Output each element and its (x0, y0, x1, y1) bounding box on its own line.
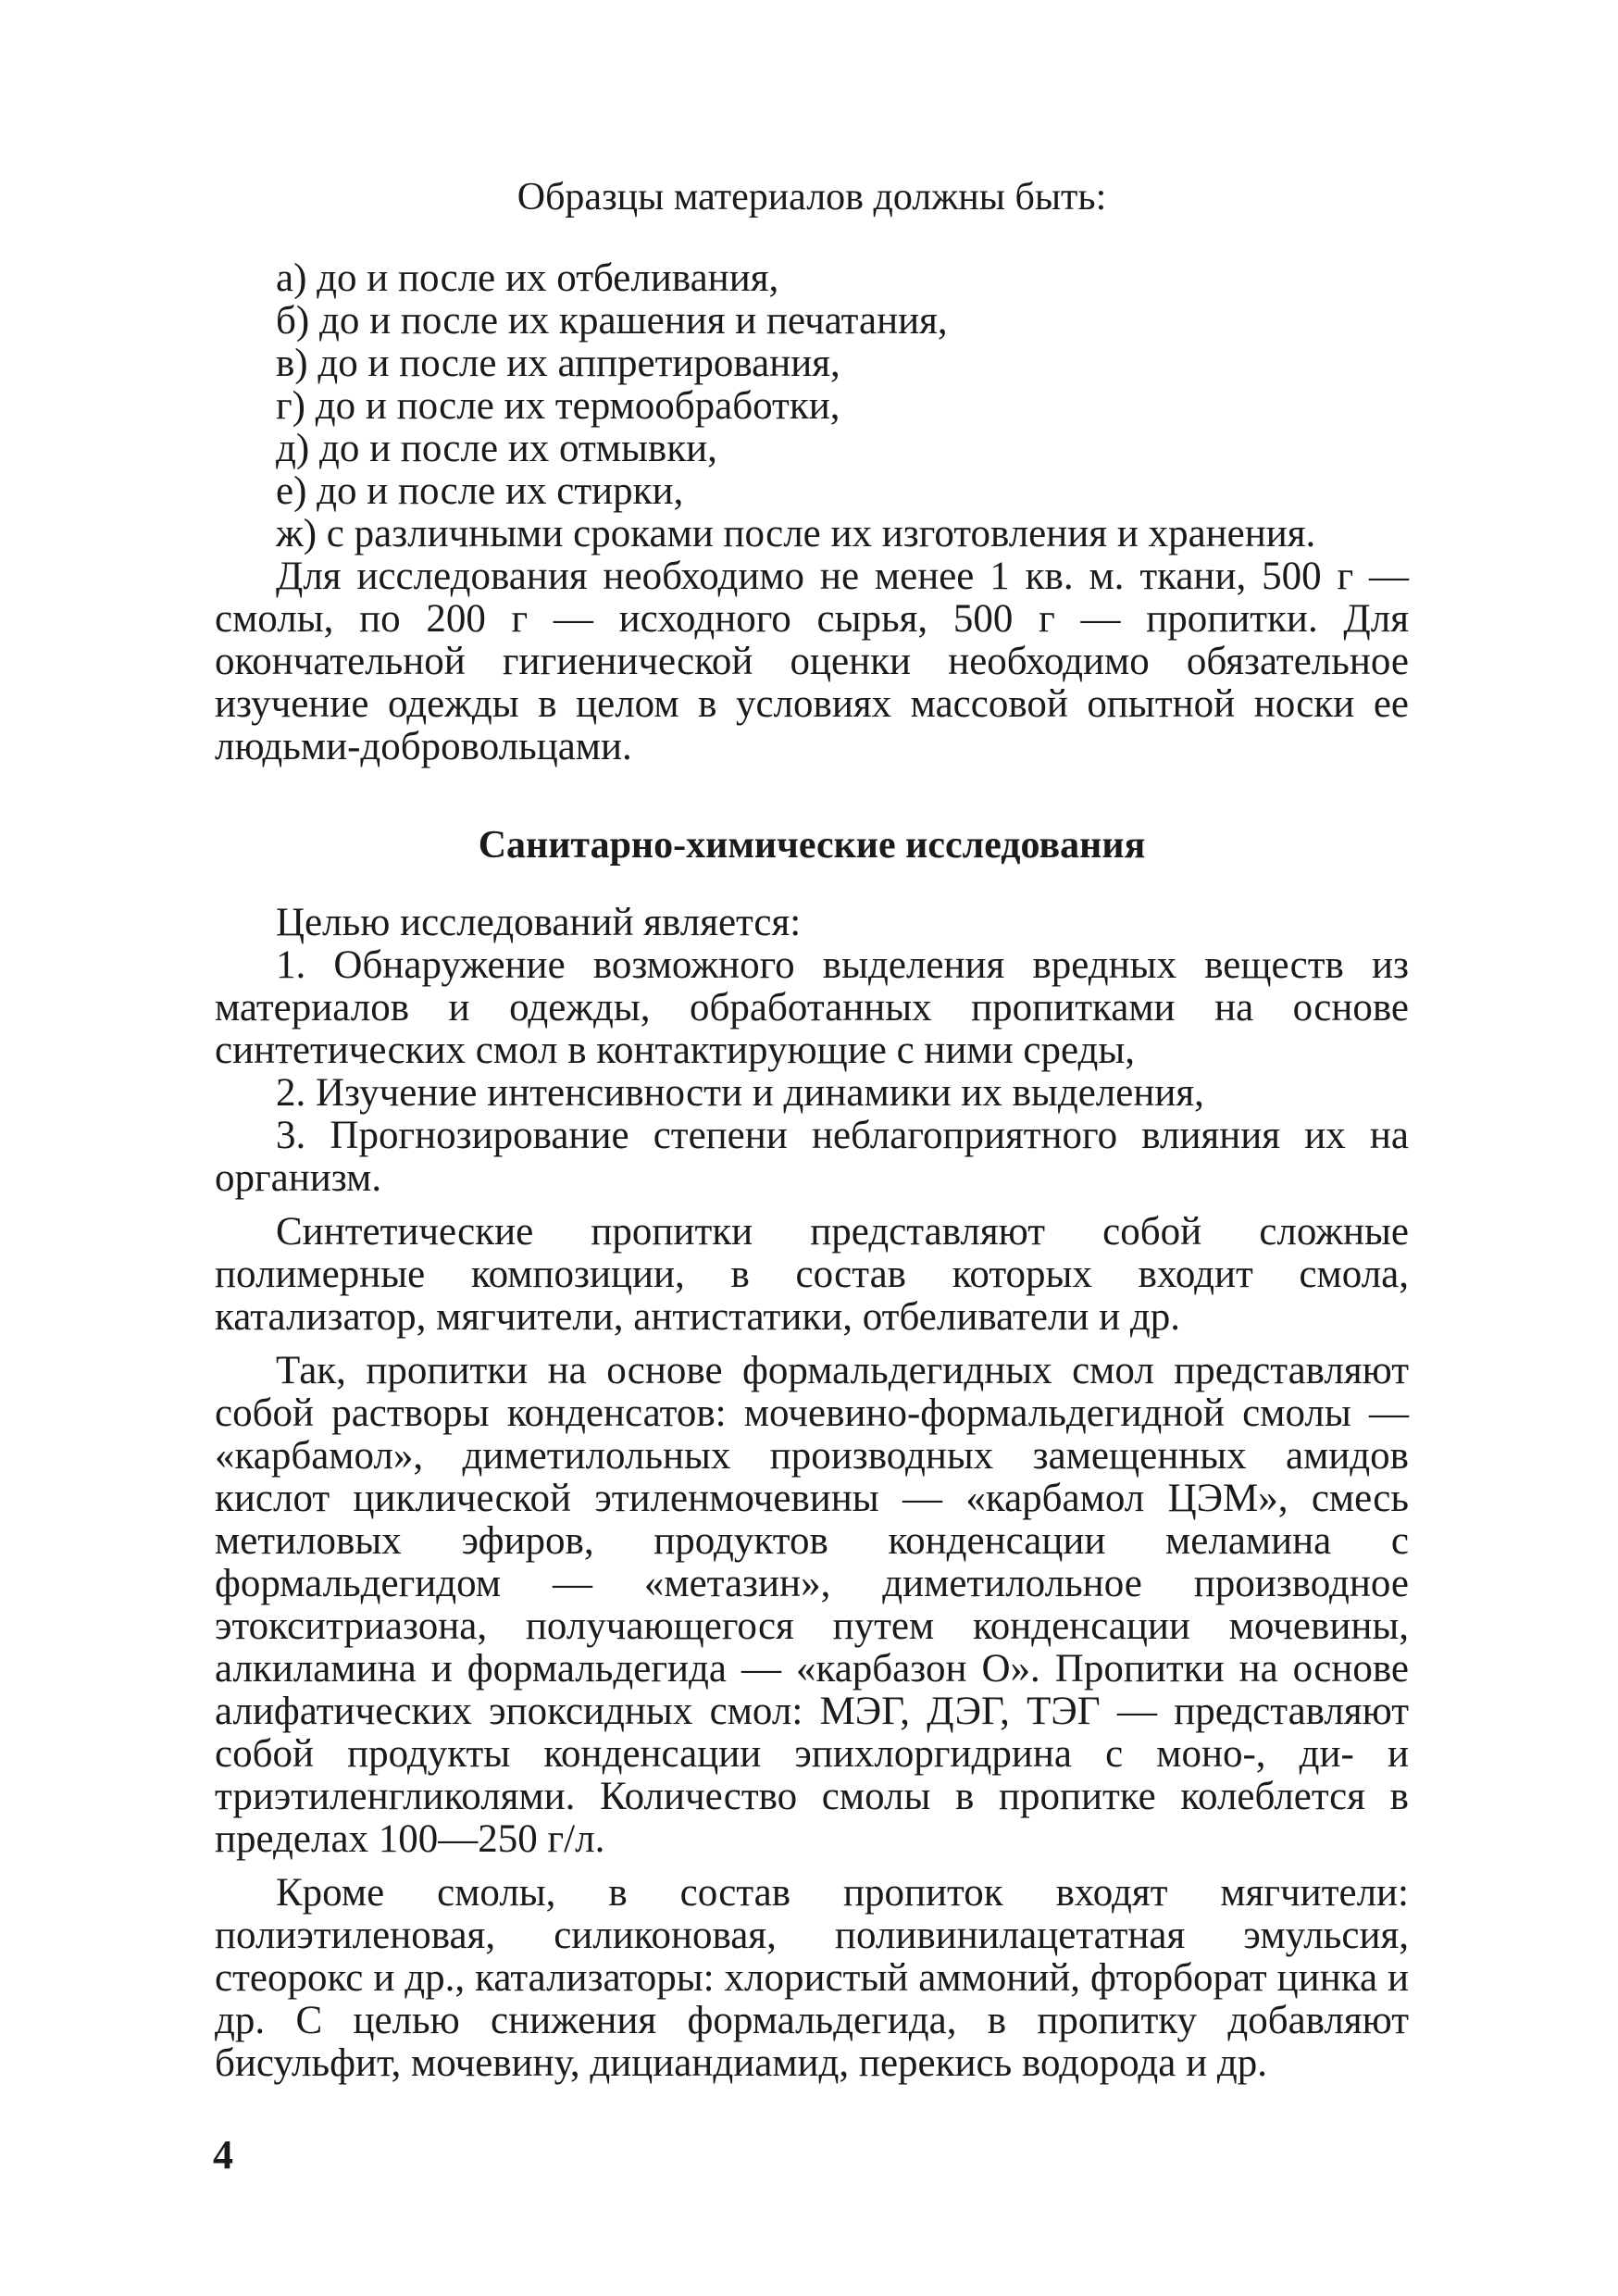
samples-heading: Образцы материалов должны быть: (517, 176, 1107, 218)
samples-list (215, 257, 1409, 555)
list-item: в) до и после их аппретирования, (276, 342, 840, 385)
paragraph-synthetic: Синтетические пропитки представляют собой сложные полимерные композиции, в состав которых входит смола, катализатор, мягчители, антистатики, отбеливатели и др. (215, 1210, 1409, 1339)
page-number: 4 (213, 2132, 233, 2177)
list-item: а) до и после их отбеливания, (276, 256, 779, 300)
list-item: 2. Изучение интенсивности и динамики их выделения, (276, 1071, 1204, 1115)
list-item: 3. Прогнозирование степени неблагоприятного влияния их на организм. (215, 1114, 1409, 1200)
goals-list (215, 944, 1409, 1200)
paragraph-formaldehyde: Так, пропитки на основе формальдегидных смол представляют собой растворы конденсатов: мочевино-формальдегидной смолы — «карбамол», диметилольных производных замещенных амидов кислот циклической этиленмочевины — «карбамол ЦЭМ», смесь метиловых эфиров, продуктов конденсации меламина с формальдегидом — «метазин», диметилольное производное этокситриазона, получающегося путем конденсации мочевины, алкиламина и формальдегида — «карбазон О». Пропитки на основе алифатических эпоксидных смол: МЭГ, ДЭГ, ТЭГ — представляют собой продукты конденсации эпихлоргидрина с моно-, ди- и триэтиленгликолями. Количество смолы в пропитке колеблется в пределах 100—250 г/л. (215, 1349, 1409, 1861)
paragraph-softeners: Кроме смолы, в состав пропиток входят мягчители: полиэтиленовая, силиконовая, поливинилацетатная эмульсия, стеорокс и др., катализаторы: хлористый аммоний, фторборат цинка и др. С целью снижения формальдегида, в пропитку добавляют бисульфит, мочевину, дициандиамид, перекись водорода и др. (215, 1871, 1409, 2085)
paragraph-amounts: Для исследования необходимо не менее 1 кв. м. ткани, 500 г — смолы, по 200 г — исходного сырья, 500 г — пропитки. Для окончательной гигиенической оценки необходимо обязательное изучение одежды в целом в условиях массовой опытной носки ее людьми-добровольцами. (215, 555, 1409, 768)
list-item: ж) с различными сроками после их изготовления и хранения. (276, 512, 1316, 555)
section-heading: Санитарно-химические исследования (478, 824, 1146, 867)
list-item: 1. Обнаружение возможного выделения вредных веществ из материалов и одежды, обработанных пропитками на основе синтетических смол в контактирующие с ними среды, (215, 943, 1409, 1072)
list-item: е) до и после их стирки, (276, 469, 684, 513)
document-page (215, 176, 1409, 2085)
list-item: б) до и после их крашения и печатания, (276, 299, 948, 343)
goals-intro: Целью исследований является: (276, 901, 802, 944)
list-item: г) до и после их термообработки, (276, 384, 840, 428)
list-item: д) до и после их отмывки, (276, 427, 717, 470)
